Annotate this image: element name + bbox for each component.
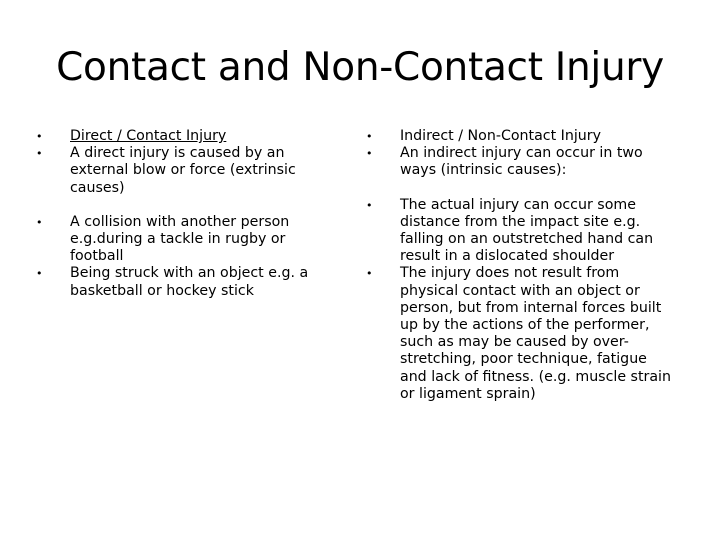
bullet-icon: • [36, 215, 43, 229]
bullet-icon: • [36, 130, 43, 143]
bullet-icon: • [366, 147, 373, 161]
bullet-text: A collision with another person e.g.during a tackle in rugby or football [70, 213, 290, 265]
bullet-icon: • [36, 147, 43, 161]
bullet-item [36, 145, 326, 197]
bullet-text: An indirect injury can occur in two ways (intrinsic causes): [400, 145, 643, 179]
bullet-item-heading [366, 128, 678, 145]
left-column-direct-injury [36, 128, 326, 300]
bullet-item [36, 214, 326, 266]
bullet-text: Being struck with an object e.g. a basketball or hockey stick [70, 265, 309, 299]
bullet-text: A direct injury is caused by an external blow or force (extrinsic causes) [70, 145, 296, 196]
bullet-text: The injury does not result from physical contact with an object or person, but from internal forces built up by the actions of the performer, such as may be caused by over-stretching, poor technique, fatigue and lack of fitness. (e.g. muscle strain or ligament sprain) [400, 265, 671, 402]
bullet-item [366, 145, 678, 179]
direct-injury-heading: Direct / Contact Injury [70, 128, 227, 144]
bullet-icon: • [366, 198, 373, 212]
bullet-item [366, 197, 678, 266]
bullet-icon: • [36, 267, 43, 281]
bullet-text: The actual injury can occur some distance from the impact site e.g. falling on an outstretched hand can result in a dislocated shoulder [400, 196, 654, 265]
slide-title: Contact and Non-Contact Injury [56, 45, 664, 90]
bullet-item [366, 265, 678, 403]
right-column-indirect-injury [366, 128, 678, 403]
bullet-item-heading [36, 128, 326, 145]
bullet-icon: • [366, 130, 373, 143]
bullet-item [36, 265, 326, 299]
indirect-injury-heading: Indirect / Non-Contact Injury [400, 128, 601, 144]
bullet-icon: • [366, 267, 373, 281]
